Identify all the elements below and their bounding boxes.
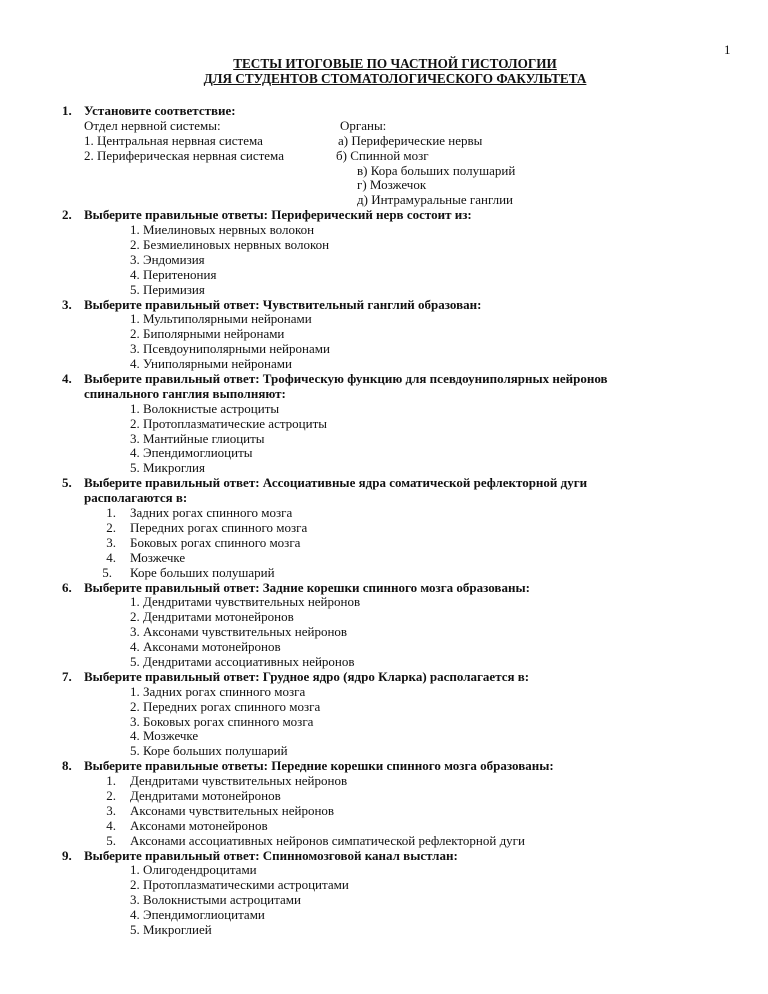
option-text: 4. Мозжечке [130, 728, 199, 744]
option-text: 1. Мультиполярными нейронами [130, 311, 312, 327]
left-item: 1. Центральная нервная система [84, 132, 263, 148]
question-number: 6. [62, 579, 72, 595]
answer-option [0, 729, 768, 744]
answer-option [0, 402, 768, 417]
question-number: 7. [62, 668, 72, 684]
option-number: 5. [102, 564, 112, 580]
option-text: 5. Дендритами ассоциативных нейронов [130, 653, 355, 669]
question-prompt: Выберите правильные ответы: Передние корешки спинного мозга образованы: [84, 758, 554, 774]
question-1 [0, 104, 768, 208]
question-number: 4. [62, 371, 72, 387]
answer-option [0, 551, 768, 566]
option-text: Задних рогах спинного мозга [130, 505, 293, 521]
question-6 [0, 581, 768, 670]
answer-option [0, 283, 768, 298]
right-item: д) Интрамуральные ганглии [357, 192, 514, 208]
answer-option [0, 923, 768, 938]
left-header: Отдел нервной системы: [84, 117, 221, 133]
option-text: 1. Задних рогах спинного мозга [130, 683, 306, 699]
answer-option [0, 640, 768, 655]
option-text: 3. Эндомизия [130, 251, 205, 267]
option-text: 4. Эпендимоглиоцитами [130, 907, 265, 923]
option-text: Боковых рогах спинного мозга [130, 534, 301, 550]
question-list [0, 104, 768, 938]
question-9 [0, 849, 768, 938]
question-prompt: Установите соответствие: [84, 103, 236, 118]
option-number: 3. [106, 802, 116, 818]
question-prompt: Выберите правильный ответ: Чувствительный ганглий образован: [84, 296, 482, 312]
option-text: 1. Олигодендроцитами [130, 862, 257, 878]
answer-option [0, 863, 768, 878]
question-prompt: Выберите правильные ответы: Периферический нерв состоит из: [84, 207, 472, 223]
right-item: а) Периферические нервы [338, 132, 483, 148]
question-number: 1. [62, 103, 72, 118]
question-prompt: спинального ганглия выполняют: [84, 385, 286, 401]
question-prompt: Выберите правильный ответ: Задние корешки спинного мозга образованы: [84, 579, 530, 595]
answer-option [0, 566, 768, 581]
answer-option [0, 536, 768, 551]
document-title [0, 56, 768, 86]
option-text: Мозжечке [130, 549, 186, 565]
answer-option [0, 253, 768, 268]
answer-option [0, 432, 768, 447]
option-text: 1. Дендритами чувствительных нейронов [130, 594, 361, 610]
answer-option [0, 789, 768, 804]
option-number: 4. [106, 817, 116, 833]
answer-option [0, 715, 768, 730]
answer-option [0, 744, 768, 759]
answer-option [0, 819, 768, 834]
option-text: 4. Эпендимоглиоциты [130, 445, 253, 461]
option-text: Аксонами мотонейронов [130, 817, 268, 833]
option-text: 5. Коре больших полушарий [130, 743, 288, 759]
option-text: 5. Микроглия [130, 460, 205, 476]
question-number: 9. [62, 847, 72, 863]
answer-option [0, 446, 768, 461]
answer-option [0, 268, 768, 283]
option-number: 5. [106, 832, 116, 848]
question-number: 5. [62, 475, 72, 491]
option-text: Передних рогах спинного мозга [130, 519, 308, 535]
option-number: 1. [106, 773, 116, 789]
option-text: 3. Волокнистыми астроцитами [130, 892, 301, 908]
answer-option [0, 506, 768, 521]
answer-option [0, 417, 768, 432]
option-text: Коре больших полушарий [130, 564, 275, 580]
option-text: 3. Боковых рогах спинного мозга [130, 713, 314, 729]
question-2 [0, 208, 768, 297]
option-text: 2. Дендритами мотонейронов [130, 609, 294, 625]
option-text: 2. Протоплазматическими астроцитами [130, 877, 349, 893]
answer-option [0, 774, 768, 789]
answer-option [0, 610, 768, 625]
left-item: 2. Периферическая нервная система [84, 147, 284, 163]
question-3 [0, 298, 768, 372]
option-text: 3. Псевдоуниполярными нейронами [130, 341, 330, 357]
answer-option [0, 685, 768, 700]
question-number: 3. [62, 296, 72, 312]
option-text: 1. Миелиновых нервных волокон [130, 222, 315, 238]
answer-option [0, 834, 768, 849]
option-text: 3. Мантийные глиоциты [130, 430, 265, 446]
answer-option [0, 655, 768, 670]
question-number: 8. [62, 758, 72, 774]
question-5 [0, 476, 768, 580]
option-text: 2. Передних рогах спинного мозга [130, 698, 321, 714]
question-prompt: Выберите правильный ответ: Трофическую функцию для псевдоуниполярных нейронов [84, 371, 608, 387]
page-number: 1 [724, 42, 731, 57]
option-text: 4. Униполярными нейронами [130, 356, 292, 372]
answer-option [0, 595, 768, 610]
option-text: 1. Волокнистые астроциты [130, 400, 280, 416]
answer-option [0, 223, 768, 238]
option-text: 3. Аксонами чувствительных нейронов [130, 624, 348, 640]
option-text: Аксонами чувствительных нейронов [130, 802, 335, 818]
option-text: 4. Аксонами мотонейронов [130, 639, 281, 655]
option-text: Дендритами чувствительных нейронов [130, 773, 348, 789]
option-text: 5. Перимизия [130, 281, 205, 297]
question-prompt: Выберите правильный ответ: Грудное ядро (ядро Кларка) располагается в: [84, 668, 530, 684]
answer-option [0, 312, 768, 327]
answer-option [0, 700, 768, 715]
option-number: 3. [106, 534, 116, 550]
answer-option [0, 804, 768, 819]
option-number: 4. [106, 549, 116, 565]
option-number: 1. [106, 505, 116, 521]
answer-option [0, 342, 768, 357]
option-text: 2. Протоплазматические астроциты [130, 415, 328, 431]
question-prompt: Выберите правильный ответ: Спинномозговой канал выстлан: [84, 847, 458, 863]
right-item: г) Мозжечок [357, 177, 427, 193]
option-number: 2. [106, 787, 116, 803]
answer-option [0, 461, 768, 476]
option-text: 2. Биполярными нейронами [130, 326, 285, 342]
answer-option [0, 893, 768, 908]
right-item: б) Спинной мозг [336, 147, 429, 163]
right-item: в) Кора больших полушарий [357, 162, 516, 178]
title-line: ТЕСТЫ ИТОГОВЫЕ ПО ЧАСТНОЙ ГИСТОЛОГИИ [233, 56, 557, 71]
question-prompt: Выберите правильный ответ: Ассоциативные ядра соматической рефлекторной дуги [84, 475, 588, 491]
option-text: 2. Безмиелиновых нервных волокон [130, 237, 330, 253]
option-text: 4. Перитенония [130, 266, 217, 282]
answer-option [0, 238, 768, 253]
option-text: Аксонами ассоциативных нейронов симпатической рефлекторной дуги [130, 832, 525, 848]
question-8 [0, 759, 768, 848]
right-header: Органы: [340, 117, 387, 133]
answer-option [0, 357, 768, 372]
option-text: 5. Микроглией [130, 921, 212, 937]
question-4 [0, 372, 768, 476]
question-prompt: располагаются в: [84, 490, 188, 506]
question-number: 2. [62, 207, 72, 223]
answer-option [0, 327, 768, 342]
answer-option [0, 625, 768, 640]
option-text: Дендритами мотонейронов [130, 787, 281, 803]
answer-option [0, 521, 768, 536]
answer-option [0, 908, 768, 923]
option-number: 2. [106, 519, 116, 535]
question-7 [0, 670, 768, 759]
title-line: ДЛЯ СТУДЕНТОВ СТОМАТОЛОГИЧЕСКОГО ФАКУЛЬТЕТА [203, 71, 587, 86]
answer-option [0, 878, 768, 893]
